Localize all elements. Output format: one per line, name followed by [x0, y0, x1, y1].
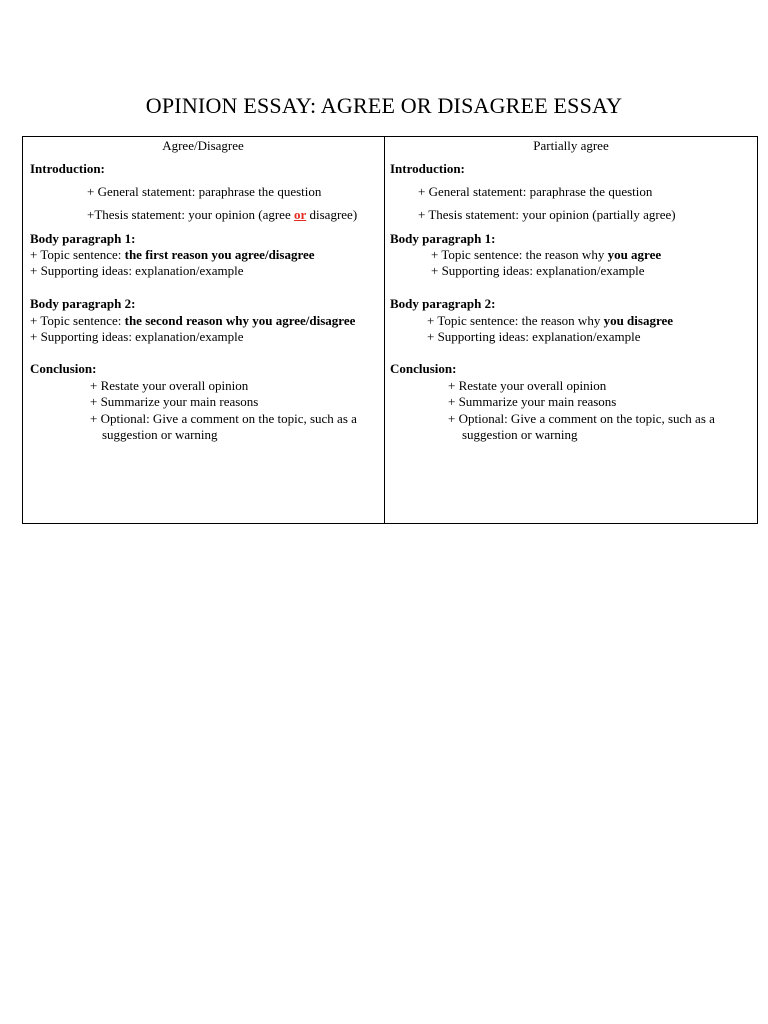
body1-supporting-ideas: + Supporting ideas: explanation/example	[431, 263, 645, 278]
conclusion-summarize: + Summarize your main reasons	[90, 394, 259, 409]
column-header-agree-disagree: Agree/Disagree	[162, 138, 244, 153]
body2-label: Body paragraph 2:	[390, 296, 496, 311]
conclusion-optional-continued: suggestion or warning	[102, 427, 218, 442]
conclusion-summarize: + Summarize your main reasons	[448, 394, 617, 409]
conclusion-optional: + Optional: Give a comment on the topic, such as a	[448, 411, 715, 426]
body2-topic-emphasis: the second reason why you agree/disagree	[124, 313, 356, 328]
intro-label: Introduction:	[390, 161, 465, 176]
conclusion-label: Conclusion:	[30, 361, 97, 376]
intro-thesis-statement	[87, 207, 357, 223]
comparison-table	[22, 136, 758, 524]
intro-general-statement: + General statement: paraphrase the question	[87, 184, 322, 199]
body2-topic-emphasis: you disagree	[603, 313, 674, 328]
body1-label: Body paragraph 1:	[30, 231, 136, 246]
body2-topic-prefix: + Topic sentence:	[30, 313, 125, 328]
body1-topic-prefix: + Topic sentence: the reason why	[431, 247, 608, 262]
body1-topic-sentence	[30, 247, 315, 263]
body2-topic-sentence	[427, 313, 673, 329]
intro-general-statement: + General statement: paraphrase the question	[418, 184, 653, 199]
page-title: OPINION ESSAY: AGREE OR DISAGREE ESSAY	[145, 93, 623, 118]
conclusion-label: Conclusion:	[390, 361, 457, 376]
agree-disagree-column	[23, 137, 384, 523]
column-header-partially-agree: Partially agree	[533, 138, 609, 153]
body1-topic-prefix: + Topic sentence:	[30, 247, 125, 262]
thesis-text-start: +Thesis statement: your opinion (agree	[87, 207, 294, 222]
thesis-text-end: disagree)	[306, 207, 358, 222]
conclusion-restate: + Restate your overall opinion	[90, 378, 249, 393]
body2-label: Body paragraph 2:	[30, 296, 136, 311]
body1-label: Body paragraph 1:	[390, 231, 496, 246]
body1-topic-emphasis: the first reason you agree/disagree	[124, 247, 315, 262]
conclusion-optional: + Optional: Give a comment on the topic, such as a	[90, 411, 357, 426]
body1-topic-emphasis: you agree	[607, 247, 662, 262]
body2-supporting-ideas: + Supporting ideas: explanation/example	[427, 329, 641, 344]
body1-supporting-ideas: + Supporting ideas: explanation/example	[30, 263, 244, 278]
conclusion-restate: + Restate your overall opinion	[448, 378, 607, 393]
thesis-or-highlight: or	[293, 207, 307, 222]
body2-supporting-ideas: + Supporting ideas: explanation/example	[30, 329, 244, 344]
conclusion-optional-continued: suggestion or warning	[462, 427, 578, 442]
body2-topic-sentence	[30, 313, 355, 329]
body2-topic-prefix: + Topic sentence: the reason why	[427, 313, 604, 328]
body1-topic-sentence	[431, 247, 661, 263]
intro-thesis-statement: + Thesis statement: your opinion (partially agree)	[418, 207, 676, 222]
partially-agree-column	[385, 137, 757, 523]
intro-label: Introduction:	[30, 161, 105, 176]
